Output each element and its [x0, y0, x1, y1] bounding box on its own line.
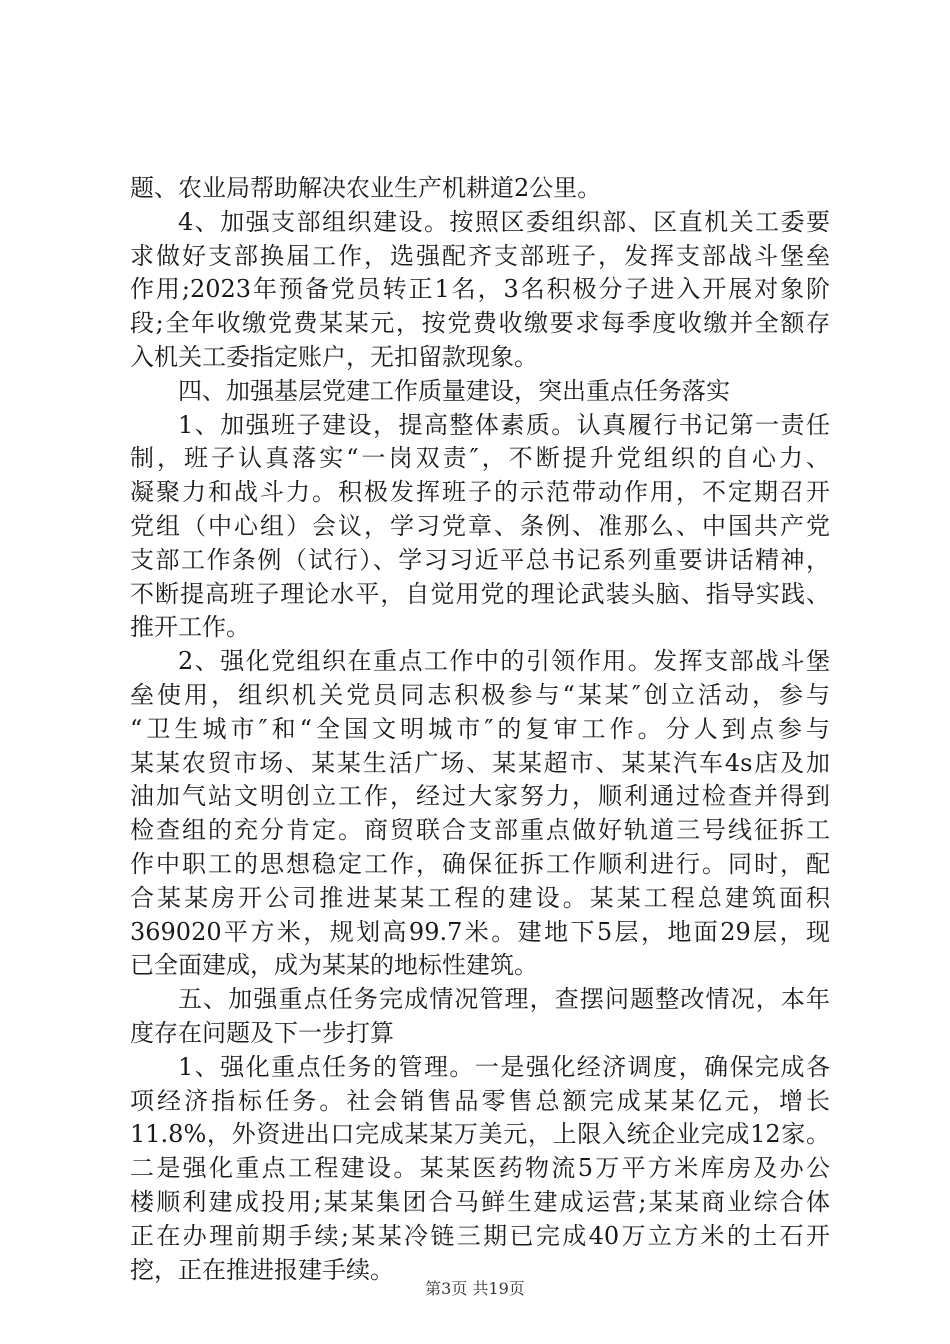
page-footer	[0, 1276, 950, 1299]
page-number: 第3页 共19页	[425, 1279, 525, 1298]
text-line: 1、加强班子建设，提高整体素质。认真履行书记第一责任	[178, 410, 830, 439]
text-line: 题、农业局帮助解决农业生产机耕道2公里。	[130, 174, 602, 202]
text-line: 合某某房开公司推进某某工程的建设。某某工程总建筑面积	[130, 883, 830, 912]
text-line: 段;全年收缴党费某某元，按党费收缴要求每季度收缴并全额存	[130, 309, 830, 338]
text-line: 垒使用，组织机关党员同志积极参与“某某″创立活动，参与	[130, 680, 830, 709]
text-line: 1、强化重点任务的管理。一是强化经济调度，确保完成各	[178, 1052, 830, 1081]
text-line: 求做好支部换届工作，选强配齐支部班子，发挥支部战斗堡垒	[130, 241, 830, 270]
text-line: 已全面建成，成为某某的地标性建筑。	[130, 951, 538, 980]
text-line: 4、加强支部组织建设。按照区委组织部、区直机关工委要	[178, 207, 830, 236]
text-line: 挖，正在推进报建手续。	[130, 1255, 394, 1284]
text-line: 11.8%，外资进出口完成某某万美元，上限入统企业完成12家。	[130, 1120, 830, 1149]
text-line: 四、加强基层党建工作质量建设，突出重点任务落实	[178, 376, 730, 405]
text-line: 正在办理前期手续;某某冷链三期已完成40万立方米的土石开	[130, 1221, 830, 1250]
text-line: 支部工作条例（试行）、学习习近平总书记系列重要讲话精神，	[130, 545, 830, 574]
text-line: 2、强化党组织在重点工作中的引领作用。发挥支部战斗堡	[178, 647, 830, 676]
text-line: 推开工作。	[130, 613, 250, 642]
text-line: 某某农贸市场、某某生活广场、某某超市、某某汽车4s店及加	[130, 748, 830, 777]
text-line: 369020平方米，规划高99.7米。建地下5层，地面29层，现	[130, 917, 830, 946]
text-line: 作中职工的思想稳定工作，确保征拆工作顺利进行。同时，配	[130, 849, 830, 878]
text-line: 项经济指标任务。社会销售品零售总额完成某某亿元，增长	[130, 1086, 830, 1115]
text-line: 不断提高班子理论水平，自觉用党的理论武装头脑、指导实践、	[130, 579, 830, 608]
text-line: 凝聚力和战斗力。积极发挥班子的示范带动作用，不定期召开	[130, 478, 830, 507]
text-line: 度存在问题及下一步打算	[130, 1018, 394, 1047]
text-line: 二是强化重点工程建设。某某医药物流5万平方米库房及办公	[130, 1154, 830, 1183]
document-body	[130, 172, 830, 1287]
text-line: 作用;2023年预备党员转正1名，3名积极分子进入开展对象阶	[130, 275, 830, 304]
text-line: “卫生城市″和“全国文明城市″的复审工作。分人到点参与	[130, 714, 830, 743]
text-line: 五、加强重点任务完成情况管理，查摆问题整改情况，本年	[178, 985, 830, 1014]
text-line: 油加气站文明创立工作，经过大家努力，顺利通过检查并得到	[130, 782, 830, 811]
text-line: 检查组的充分肯定。商贸联合支部重点做好轨道三号线征拆工	[130, 816, 830, 845]
text-line: 党组（中心组）会议，学习党章、条例、准那么、中国共产党	[130, 511, 830, 540]
text-line: 制，班子认真落实“一岗双责″，不断提升党组织的自心力、	[130, 444, 830, 473]
text-line: 入机关工委指定账户，无扣留款现象。	[130, 342, 538, 371]
text-line: 楼顺利建成投用;某某集团合马鲜生建成运营;某某商业综合体	[130, 1187, 830, 1216]
